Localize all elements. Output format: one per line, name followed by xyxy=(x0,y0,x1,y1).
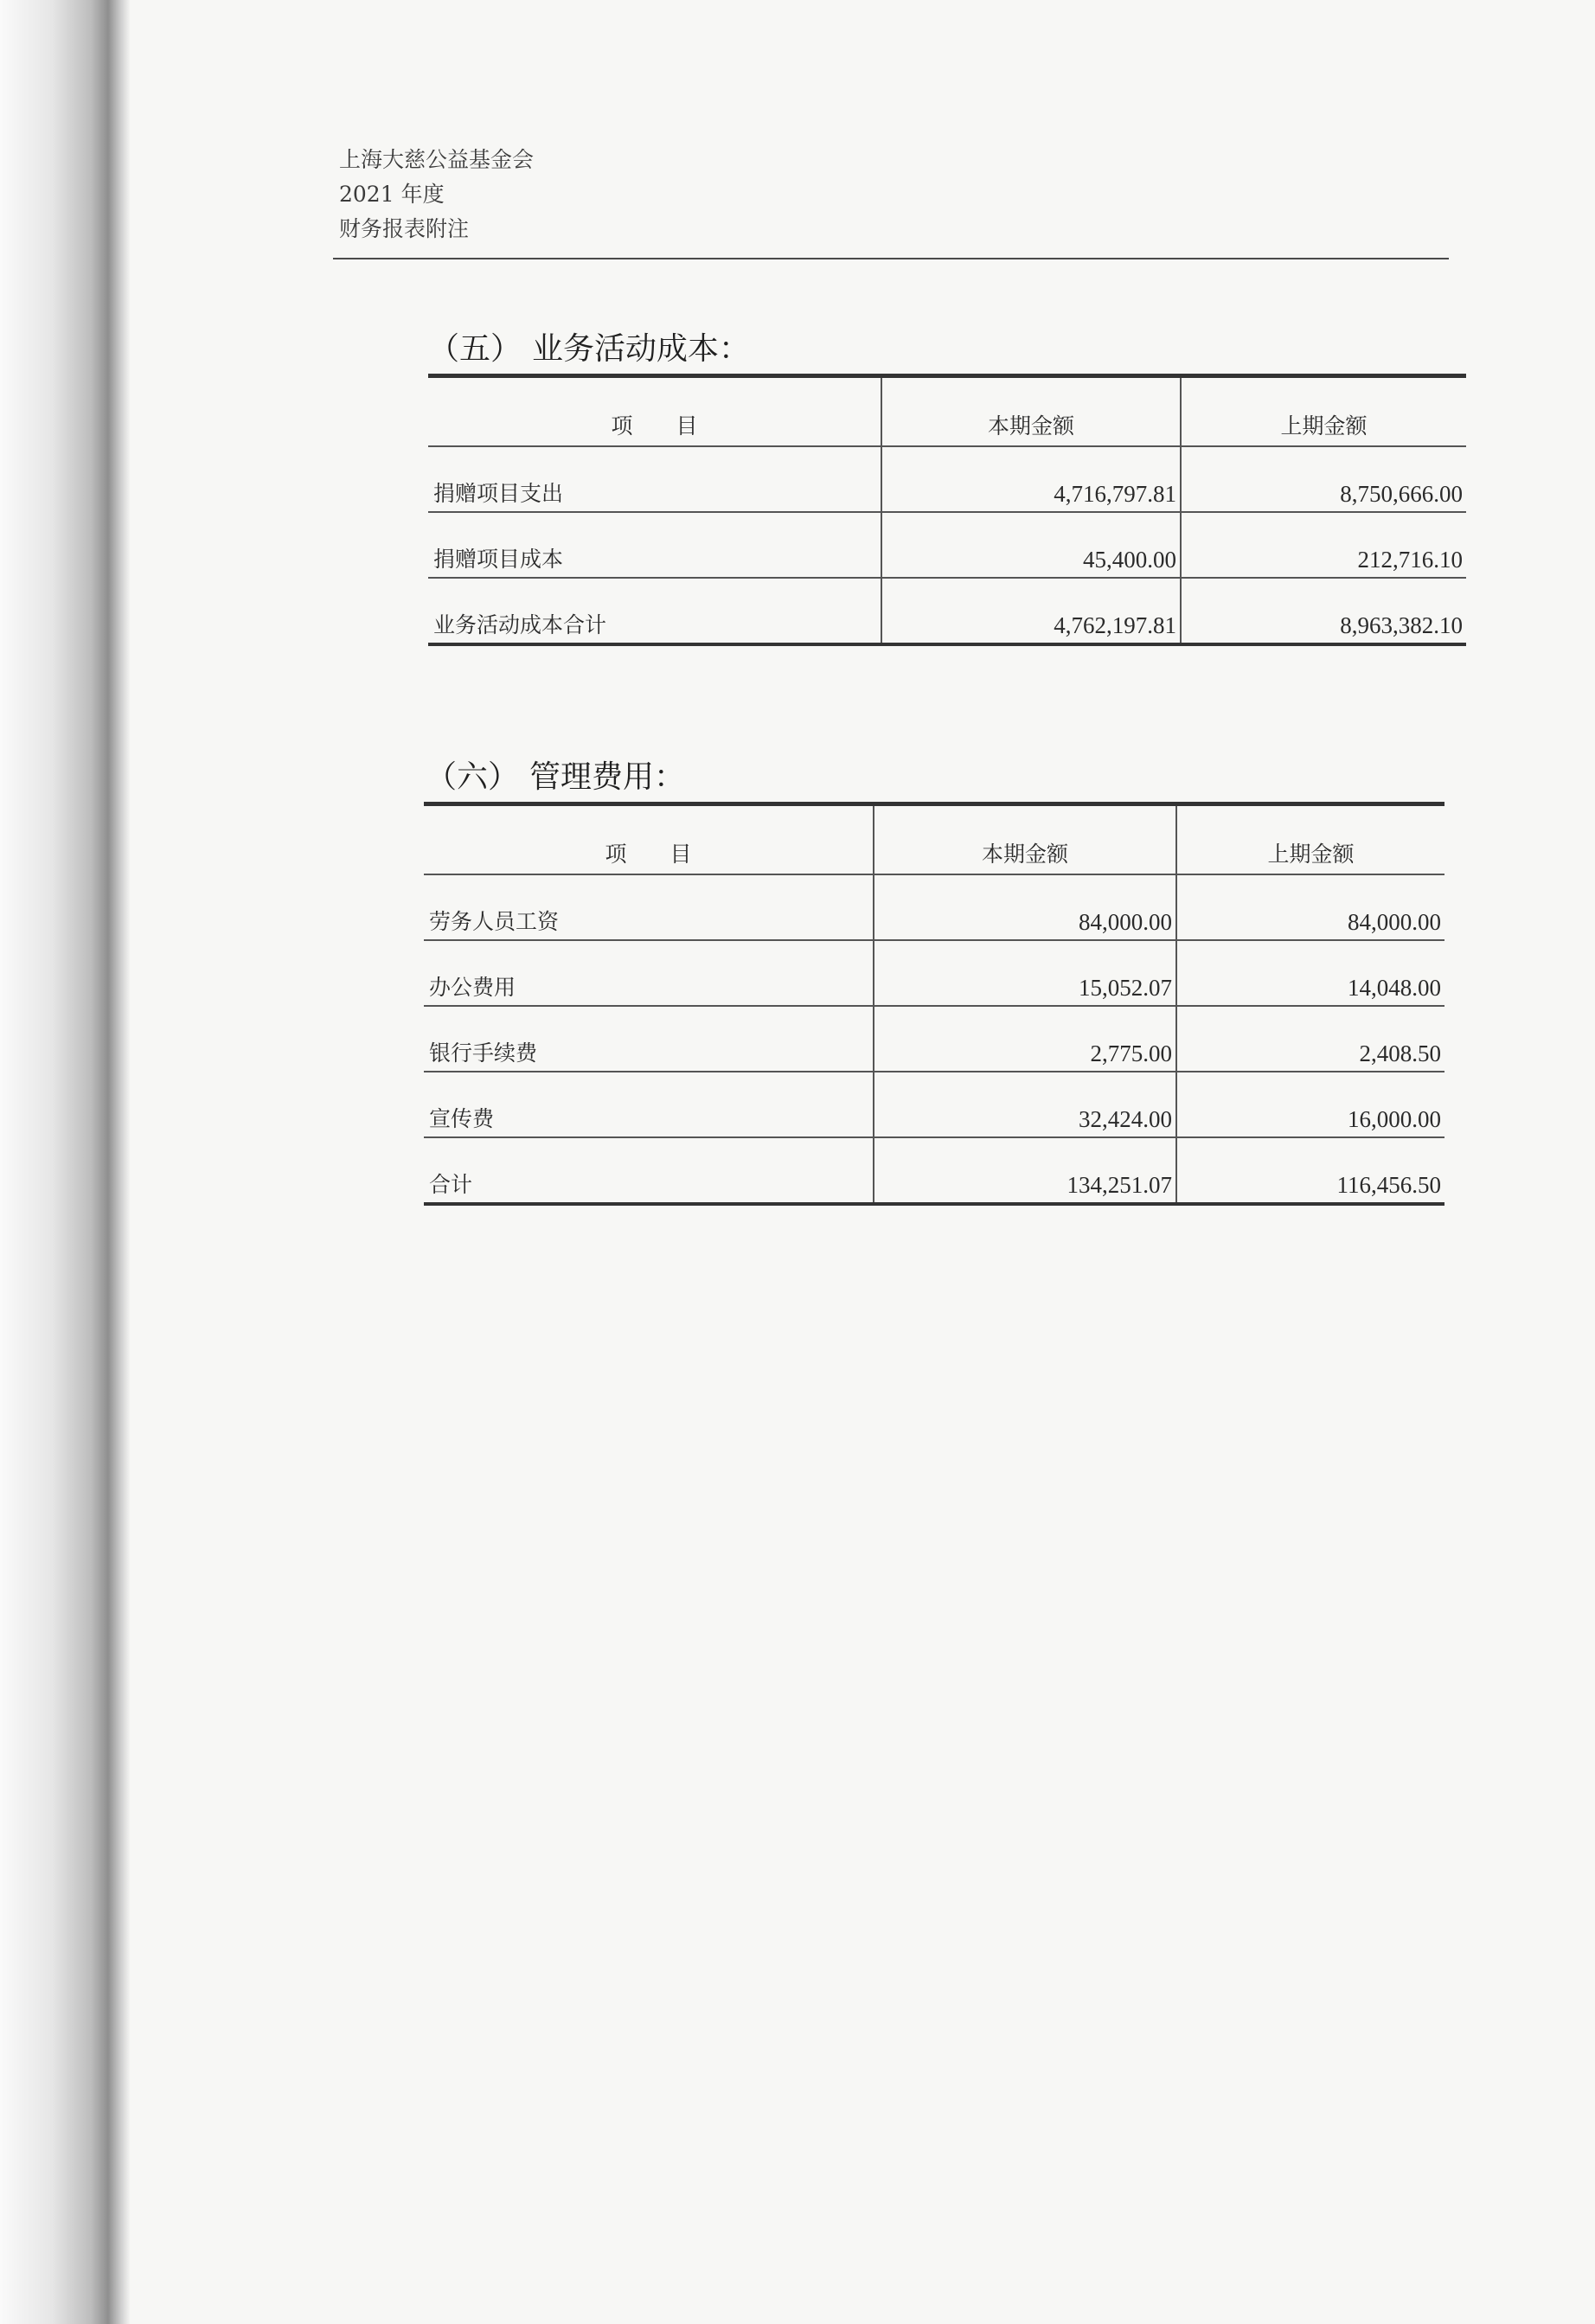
row-current: 4,716,797.81 xyxy=(881,446,1181,512)
section5-title-text: 业务活动成本： xyxy=(532,331,751,367)
row-current: 84,000.00 xyxy=(874,874,1176,940)
row-item: 业务活动成本合计 xyxy=(428,578,881,644)
row-previous: 116,456.50 xyxy=(1176,1137,1444,1204)
page-header xyxy=(339,143,534,246)
col-header-previous: 上期金额 xyxy=(1176,804,1444,875)
section6-title-text: 管理费用： xyxy=(529,759,686,795)
header-divider xyxy=(333,258,1449,259)
table-total-row xyxy=(424,1137,1444,1204)
report-year: 2021 年度 xyxy=(339,182,445,207)
row-current: 15,052.07 xyxy=(874,940,1176,1006)
row-previous: 84,000.00 xyxy=(1176,874,1444,940)
row-item: 宣传费 xyxy=(424,1072,874,1137)
scan-binding-edge xyxy=(0,0,130,2324)
row-previous: 14,048.00 xyxy=(1176,940,1444,1006)
row-previous: 8,750,666.00 xyxy=(1181,446,1466,512)
section5-number: （五） xyxy=(428,331,522,367)
col-header-previous: 上期金额 xyxy=(1181,376,1466,447)
row-current: 4,762,197.81 xyxy=(881,578,1181,644)
row-item: 银行手续费 xyxy=(424,1006,874,1072)
col-header-current: 本期金额 xyxy=(874,804,1176,875)
table-header-row xyxy=(424,804,1444,875)
row-previous: 2,408.50 xyxy=(1176,1006,1444,1072)
section6-number: （六） xyxy=(426,759,520,795)
table-row xyxy=(424,1072,1444,1137)
row-previous: 8,963,382.10 xyxy=(1181,578,1466,644)
row-previous: 212,716.10 xyxy=(1181,512,1466,578)
doc-title: 财务报表附注 xyxy=(339,216,470,241)
business-cost-table xyxy=(428,374,1466,646)
row-current: 45,400.00 xyxy=(881,512,1181,578)
row-current: 32,424.00 xyxy=(874,1072,1176,1137)
table-row xyxy=(424,940,1444,1006)
row-current: 2,775.00 xyxy=(874,1006,1176,1072)
table-row xyxy=(428,512,1466,578)
col-header-item: 项 目 xyxy=(428,376,881,447)
row-item: 劳务人员工资 xyxy=(424,874,874,940)
table-total-row xyxy=(428,578,1466,644)
table-row xyxy=(424,1006,1444,1072)
section6-title xyxy=(426,752,685,797)
admin-expense-table xyxy=(424,802,1444,1206)
col-header-current: 本期金额 xyxy=(881,376,1181,447)
table-row xyxy=(428,446,1466,512)
col-header-item: 项 目 xyxy=(424,804,874,875)
org-name: 上海大慈公益基金会 xyxy=(339,147,535,172)
row-item: 捐赠项目成本 xyxy=(428,512,881,578)
row-item: 办公费用 xyxy=(424,940,874,1006)
row-previous: 16,000.00 xyxy=(1176,1072,1444,1137)
row-item: 合计 xyxy=(424,1137,874,1204)
table-header-row xyxy=(428,376,1466,447)
table-row xyxy=(424,874,1444,940)
row-item: 捐赠项目支出 xyxy=(428,446,881,512)
row-current: 134,251.07 xyxy=(874,1137,1176,1204)
section5-title xyxy=(428,324,750,368)
